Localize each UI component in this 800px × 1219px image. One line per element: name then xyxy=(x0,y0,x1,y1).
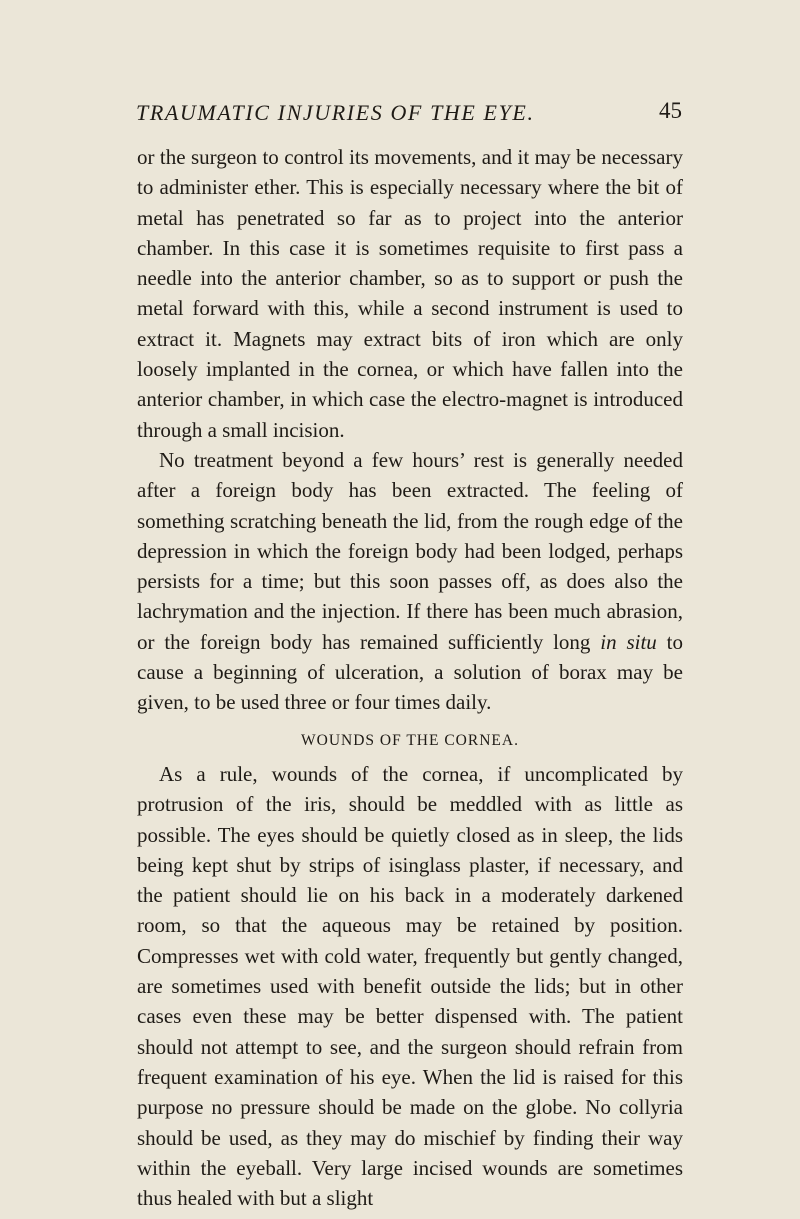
paragraph-continued: or the surgeon to control its movements, and it may be necessary to administer ether. This is especially necessary where the bit of metal has penetrated so far as to project into the anterior chamber. In this case it is sometimes requisite to first pass a needle into the anterior chamber, so as to support or push the metal forward with this, while a second instrument is used to extract it. Magnets may extract bits of iron which are only loosely implanted in the cornea, or which have fallen into the anterior chamber, in which case the electro-magnet is introduced through a small incision. xyxy=(137,145,683,442)
section-heading: WOUNDS OF THE CORNEA. xyxy=(301,731,519,749)
running-title: TRAUMATIC INJURIES OF THE EYE. xyxy=(136,100,535,125)
paragraph-text: to cause a beginning of ulceration, a solution of borax may be given, to be used three or four times daily. xyxy=(137,629,684,715)
running-head xyxy=(136,100,682,136)
paragraph-treatment xyxy=(137,445,683,718)
paragraph-wounds: As a rule, wounds of the cornea, if uncomplicated by protrusion of the iris, should be meddled with as little as possible. The eyes should be quietly closed as in sleep, the lids being kept shut by strips of isinglass plaster, if necessary, and the patient should lie on his back in a moderately darkened room, so that the aqueous may be retained by position. Compresses wet with cold water, frequently but gently changed, are sometimes used with benefit outside the lids; but in other cases even these may be better dispensed with. The patient should not attempt to see, and the surgeon should refrain from frequent examination of his eye. When the lid is raised for this purpose no pressure should be made on the globe. No collyria should be used, as they may do mischief by finding their way within the eyeball. Very large incised wounds are sometimes thus healed with but a slight xyxy=(137,761,683,1211)
page-number: 45 xyxy=(659,98,682,123)
body-text xyxy=(137,142,683,1213)
paragraph-text: No treatment beyond a few hours’ rest is generally needed after a foreign body has been extracted. The feeling of something scratching beneath the lid, from the rough edge of the depression in which the foreign body had been lodged, perhaps persists for a time; but this soon passes off, as does also the lachrymation and the injection. If there has been much abrasion, or the foreign body has remained sufficiently long xyxy=(137,447,683,654)
italic-phrase: in situ xyxy=(600,629,657,654)
